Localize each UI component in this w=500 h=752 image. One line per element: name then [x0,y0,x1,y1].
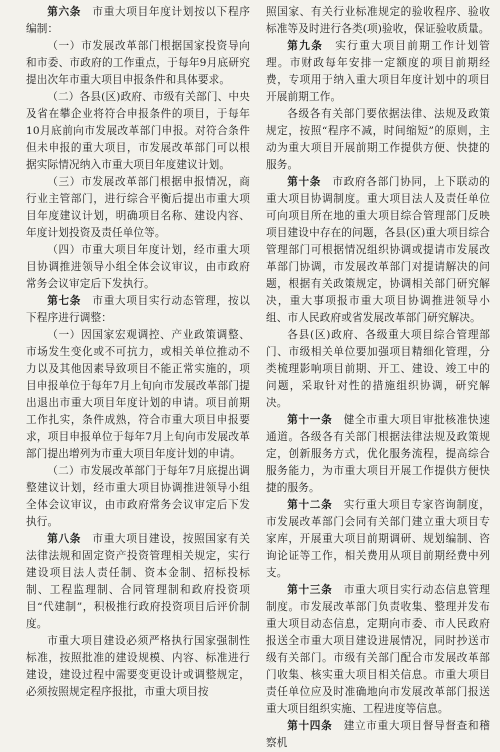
paragraph [266,4,490,38]
paragraph-text: 市重大项目年度计划按以下程序编制： [26,6,251,35]
paragraph [266,718,490,752]
paragraph-text: 市重大项目实行动态信息管理制度。市发展改革部门负责收集、整理并发布重大项目动态信息，定期向市委、市人民政府报送全市重大项目建设进展情况，同时抄送市级有关部门。市级有关部门配合市发展改革部门收集、核实重大项目相关信息。市重大项目责任单位应及时准确地向市发展改革部门报送重大项目组织实施、工程进度等信息。 [266,584,491,715]
paragraph [266,38,490,106]
paragraph-text: 各县(区)政府、各级重大项目综合管理部门、市级相关单位要加强项目精细化管理，分类梳理影响项目前期、开工、建设、竣工中的问题，采取针对性的措施组织协调，研究解决。 [266,329,490,409]
paragraph [266,582,490,718]
paragraph [26,38,250,89]
right-column [266,4,491,749]
article-number: 第十四条 [287,720,333,732]
paragraph-text: （一）市发展改革部门根据国家投资导向和市委、市政府的工作重点，于每年9月底研究提出次年市重大项目申报条件和具体要求。 [26,40,250,86]
paragraph-text: 各级各有关部门要依据法律、法规及政策规定，按照“程序不减，时间缩短”的原则，主动为重大项目开展前期工作提供方便、快捷的服务。 [266,108,490,171]
paragraph-text: 市重大项目建设必须严格执行国家强制性标准，按照批准的建设规模、内容、标准进行建设，建设过程中需要变更设计或调整规定，必须按照规定程序报批，市重大项目按 [26,635,250,698]
paragraph [26,531,250,633]
paragraph-text: （四）市重大项目年度计划，经市重大项目协调推进领导小组全体会议审议，由市政府常务会议审定后下发执行。 [26,244,250,290]
paragraph [26,174,250,242]
article-number: 第七条 [47,295,82,307]
paragraph [266,106,490,174]
paragraph-text: 市重大项目实行动态管理，按以下程序进行调整： [26,295,251,324]
paragraph [266,174,490,327]
paragraph-text: 实行重大项目专家咨询制度，市发展改革部门会同有关部门建立重大项目专家库，开展重大项目前期调研、规划编制、咨询论证等工作，相关费用从项目前期经费中列支。 [266,499,491,579]
paragraph-text: 市政府各部门协同，上下联动的重大项目协调制度。重大项目法人及责任单位可向项目所在地的重大项目综合管理部门反映项目建设中存在的问题，各县(区)重大项目综合管理部门可根据情况组织协调或提请市发展改革部门协调，市发展改革部门对提请解决的问题，根据有关政策规定，协调相关部门研究解决，重大事项报市重大项目协调推进领导小组、市人民政府或省发展改革部门研究解决。 [266,176,491,324]
left-column [26,4,251,698]
paragraph-text: 健全市重大项目审批核准快速通道。各级各有关部门根据法律法规及政策规定，创新服务方式，优化服务流程，提高综合服务能力，为市重大项目开展工作提供方便快捷的服务。 [266,414,491,494]
paragraph [26,293,250,327]
article-number: 第六条 [47,6,82,18]
paragraph-text: 照国家、有关行业标准规定的验收程序、验收标准等及时进行各类(项)验收，保证验收质量。 [266,6,490,35]
paragraph [26,4,250,38]
paragraph [266,327,490,412]
article-number: 第十一条 [287,414,333,426]
paragraph-text: 建立市重大项目督导督查和稽察机 [266,720,491,749]
paragraph [26,463,250,531]
article-number: 第十三条 [287,584,333,596]
paragraph-text: （二）各县(区)政府、市级有关部门、中央及省在攀企业将符合申报条件的项目，于每年10月底前向市发展改革部门申报。对符合条件但未申报的重大项目，市发展改革部门可以根据实际情况纳入市重大项目年度建议计划。 [26,91,250,171]
article-number: 第八条 [47,533,82,545]
paragraph [26,327,250,463]
paragraph [26,242,250,293]
article-number: 第十二条 [287,499,333,511]
article-number: 第九条 [287,40,324,52]
article-number: 第十条 [287,176,322,188]
paragraph [26,633,250,701]
paragraph-text: 实行重大项目前期工作计划管理。市财政每年安排一定额度的项目前期经费，专项用于纳入重大项目年度计划中的项目开展前期工作。 [266,40,491,103]
paragraph-text: （二）市发展改革部门于每年7月底提出调整建议计划，经市重大项目协调推进领导小组全体会议审议，由市政府常务会议审定后下发执行。 [26,465,250,528]
paragraph [26,89,250,174]
paragraph [266,412,490,497]
paragraph-text: （三）市发展改革部门根据申报情况，商行业主管部门，进行综合平衡后提出市重大项目年度建议计划，明确项目名称、建设内容、年度计划投资及责任单位等。 [26,176,250,239]
paragraph-text: 市重大项目建设，按照国家有关法律法规和固定资产投资管理相关规定，实行建设项目法人责任制、资本金制、招标投标制、工程监理制、合同管理制和政府投资项目“代建制”，积极推行政府投资项目后评价制度。 [26,533,251,630]
paragraph-text: （一）因国家宏观调控、产业政策调整、市场发生变化或不可抗力，或相关单位推动不力以及其他因素导致项目不能正常实施的，项目申报单位于每年7月上旬向市发展改革部门提出退出市重大项目年度计划的申请。项目前期工作扎实，条件成熟，符合市重大项目申报要求，项目申报单位于每年7月上旬向市发展改革部门提出增列为市重大项目年度计划的申请。 [26,329,250,460]
paragraph [266,497,490,582]
